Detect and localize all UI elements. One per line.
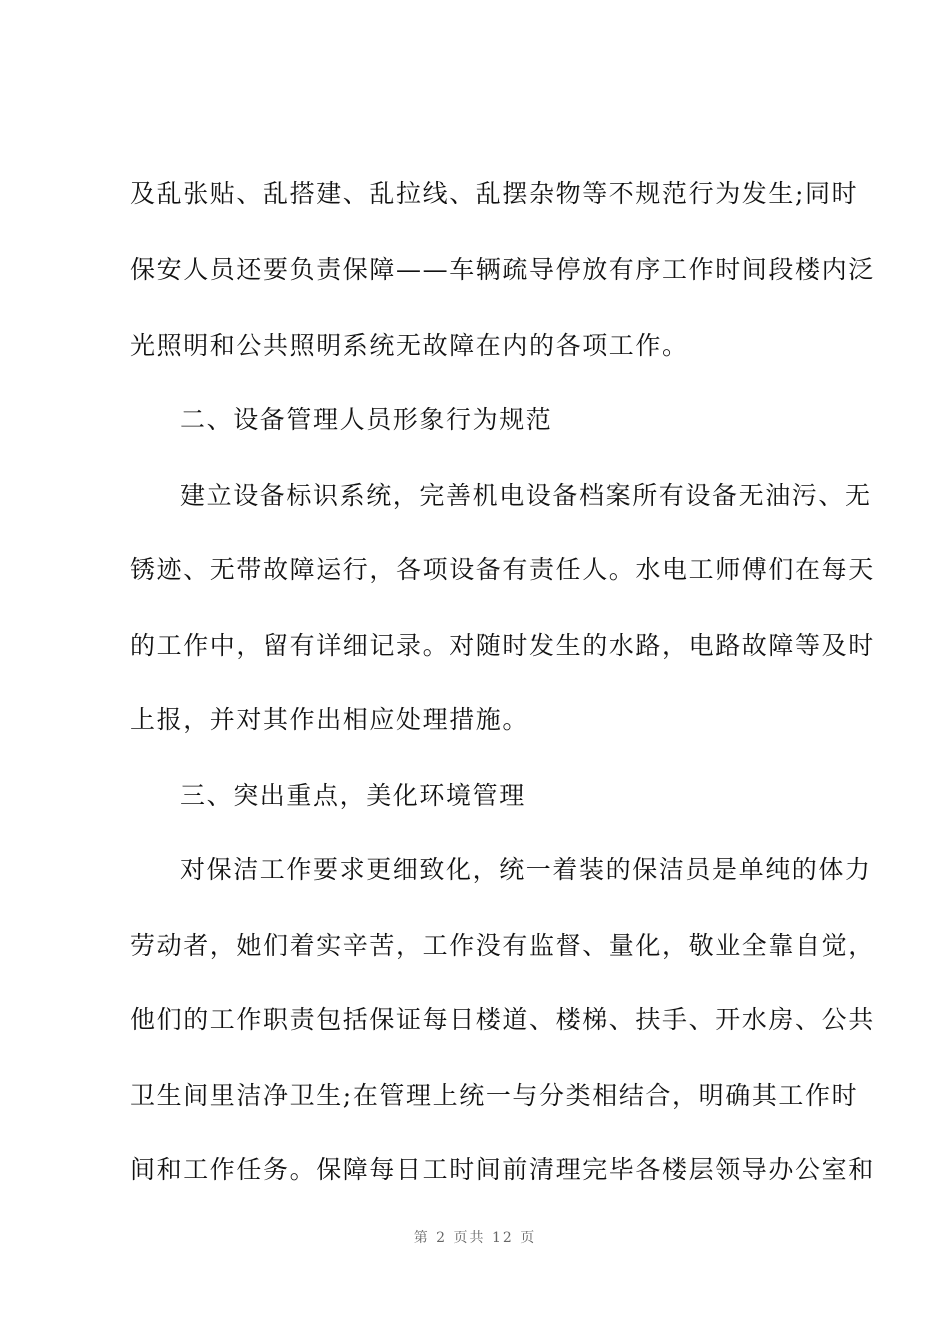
text-line: 保安人员还要负责保障——车辆疏导停放有序工作时间段楼内泛 xyxy=(130,255,875,284)
text-line: 锈迹、无带故障运行，各项设备有责任人。水电工师傅们在每天 xyxy=(130,555,875,584)
text-line: 对保洁工作要求更细致化，统一着装的保洁员是单纯的体力 xyxy=(180,855,872,884)
section-heading: 二、设备管理人员形象行为规范 xyxy=(180,405,553,434)
section-heading: 三、突出重点，美化环境管理 xyxy=(180,781,526,810)
text-line: 建立设备标识系统，完善机电设备档案所有设备无油污、无 xyxy=(180,481,872,510)
text-line: 的工作中，留有详细记录。对随时发生的水路，电路故障等及时 xyxy=(130,631,875,660)
text-line: 及乱张贴、乱搭建、乱拉线、乱摆杂物等不规范行为发生;同时 xyxy=(130,179,859,208)
text-line: 上报，并对其作出相应处理措施。 xyxy=(130,705,530,734)
text-line: 他们的工作职责包括保证每日楼道、楼梯、扶手、开水房、公共 xyxy=(130,1005,875,1034)
text-line: 卫生间里洁净卫生;在管理上统一与分类相结合，明确其工作时 xyxy=(130,1081,859,1110)
text-line: 间和工作任务。保障每日工时间前清理完毕各楼层领导办公室和 xyxy=(130,1155,875,1184)
text-line: 光照明和公共照明系统无故障在内的各项工作。 xyxy=(130,331,689,360)
page-number-footer: 第 2 页共 12 页 xyxy=(413,1230,537,1246)
text-line: 劳动者，她们着实辛苦，工作没有监督、量化，敬业全靠自觉， xyxy=(130,931,875,960)
